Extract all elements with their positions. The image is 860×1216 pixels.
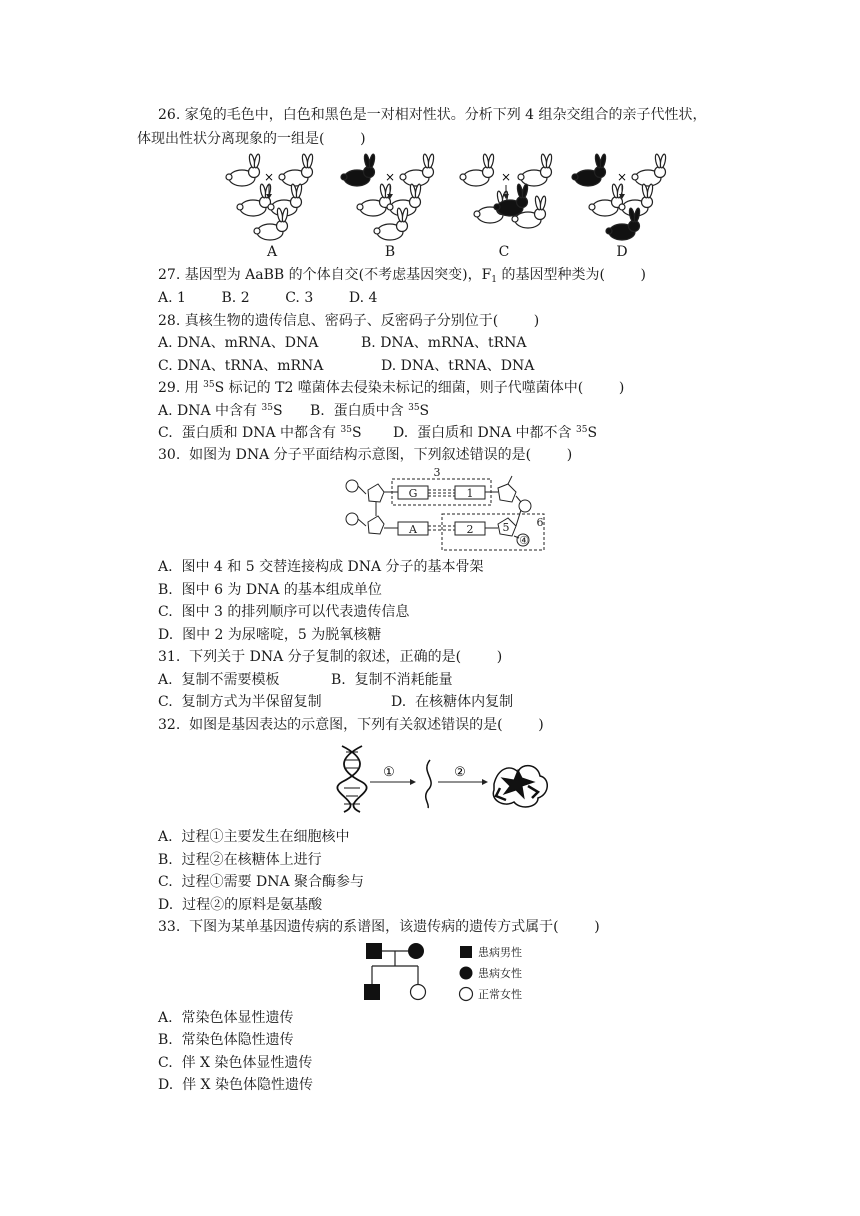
q31-stem: 31. 下列关于 DNA 分子复制的叙述，正确的是( ) bbox=[158, 649, 503, 665]
pedigree-figure bbox=[360, 938, 560, 1006]
rabbit-white-icon bbox=[518, 154, 553, 186]
step-2-label: ② bbox=[454, 765, 466, 780]
q29-stem: 29. 用 $^{35}$S 标记的 T2 噬菌体去侵染未标记的细菌，则子代噬菌体中( ) bbox=[158, 380, 625, 396]
q26-stem-line2: 体现出性状分离现象的一组是( ) bbox=[137, 131, 366, 147]
q28-option-b: B. DNA、mRNA、tRNA bbox=[361, 335, 527, 351]
label-6: 6 bbox=[536, 516, 544, 529]
q33-option-c: C. 伴 X 染色体显性遗传 bbox=[158, 1055, 313, 1071]
affected-male-icon bbox=[366, 943, 382, 959]
q29-option-c: C. 蛋白质和 DNA 中都含有 $^{35}$S bbox=[158, 425, 362, 441]
dna-structure-figure bbox=[340, 464, 550, 554]
q33-stem: 33. 下图为某单基因遗传病的系谱图，该遗传病的遗传方式属于( ) bbox=[158, 919, 600, 935]
rabbit-cross-figure bbox=[220, 150, 670, 245]
step-1-label: ① bbox=[383, 765, 395, 780]
legend-normal-female-icon bbox=[460, 988, 473, 1001]
q29-option-d: D. 蛋白质和 DNA 中都不含 $^{35}$S bbox=[393, 425, 598, 441]
q27-stem: 27. 基因型为 AaBB 的个体自交(不考虑基因突变)，$F_1$ 的基因型种类为( ) bbox=[158, 267, 647, 285]
rabbit-white-icon bbox=[226, 154, 261, 186]
protein-icon bbox=[493, 766, 547, 807]
label-2: 2 bbox=[466, 523, 474, 536]
rabbit-white-icon bbox=[589, 184, 624, 216]
q30-stem: 30. 如图为 DNA 分子平面结构示意图，下列叙述错误的是( ) bbox=[158, 447, 573, 463]
label-1: 1 bbox=[466, 487, 474, 500]
phosphate-circle bbox=[346, 480, 358, 492]
label-4: ④ bbox=[519, 534, 529, 547]
q31-option-b: B. 复制不消耗能量 bbox=[331, 672, 453, 688]
q30-option-b: B. 图中 6 为 DNA 的基本组成单位 bbox=[158, 582, 382, 598]
cross-icon: × bbox=[616, 170, 628, 184]
q29-option-a: A. DNA 中含有 $^{35}$S bbox=[158, 403, 283, 419]
dna-helix-icon bbox=[337, 746, 366, 812]
q28-option-a: A. DNA、mRNA、DNA bbox=[158, 335, 319, 351]
label-5: 5 bbox=[502, 521, 510, 534]
affected-male-icon bbox=[364, 984, 380, 1000]
legend-affected-male-icon bbox=[460, 946, 472, 958]
q28-option-c: C. DNA、tRNA、mRNA bbox=[158, 358, 324, 374]
q33-option-d: D. 伴 X 染色体隐性遗传 bbox=[158, 1077, 313, 1093]
legend-normal-female: 正常女性 bbox=[478, 988, 522, 1001]
q30-option-d: D. 图中 2 为尿嘧啶，5 为脱氧核糖 bbox=[158, 627, 382, 643]
q33-option-a: A. 常染色体显性遗传 bbox=[158, 1010, 294, 1026]
normal-female-icon bbox=[411, 985, 426, 1000]
base-g-label: G bbox=[408, 487, 418, 500]
q27-options: A. 1 B. 2 C. 3 D. 4 bbox=[158, 290, 378, 306]
base-a-label: A bbox=[409, 523, 417, 536]
q30-option-c: C. 图中 3 的排列顺序可以代表遗传信息 bbox=[158, 604, 410, 620]
rabbit-white-icon bbox=[237, 184, 272, 216]
q28-option-d: D. DNA、tRNA、DNA bbox=[381, 358, 535, 374]
group-b bbox=[341, 154, 435, 240]
q32-option-d: D. 过程②的原料是氨基酸 bbox=[158, 897, 323, 913]
q31-option-d: D. 在核糖体内复制 bbox=[391, 694, 514, 710]
q28-stem: 28. 真核生物的遗传信息、密码子、反密码子分别位于( ) bbox=[158, 313, 540, 329]
legend-affected-female: 患病女性 bbox=[478, 967, 522, 980]
legend-affected-male: 患病男性 bbox=[478, 946, 522, 959]
group-d bbox=[572, 154, 667, 240]
q30-option-a: A. 图中 4 和 5 交替连接构成 DNA 分子的基本骨架 bbox=[158, 559, 484, 575]
option-label-d: D bbox=[616, 244, 628, 260]
phosphate-circle bbox=[346, 513, 358, 525]
rabbit-white-icon bbox=[632, 154, 667, 186]
legend-affected-female-icon bbox=[460, 967, 473, 980]
q26-stem-line1: 26. 家兔的毛色中，白色和黑色是一对相对性状。分析下列 4 组杂交组合的亲子代性状， bbox=[158, 107, 707, 123]
rabbit-white-icon bbox=[460, 154, 495, 186]
option-label-b: B bbox=[384, 244, 396, 260]
label-3: 3 bbox=[433, 466, 441, 479]
rabbit-black-icon bbox=[572, 154, 607, 186]
option-label-c: C bbox=[498, 244, 510, 260]
q31-option-c: C. 复制方式为半保留复制 bbox=[158, 694, 322, 710]
rabbit-white-icon bbox=[400, 154, 435, 186]
rabbit-white-icon bbox=[357, 184, 392, 216]
affected-female-icon bbox=[408, 943, 424, 959]
box-3 bbox=[392, 479, 491, 505]
q33-option-b: B. 常染色体隐性遗传 bbox=[158, 1032, 294, 1048]
q31-option-a: A. 复制不需要模板 bbox=[158, 672, 280, 688]
q32-option-b: B. 过程②在核糖体上进行 bbox=[158, 852, 322, 868]
cross-icon: × bbox=[500, 170, 512, 184]
sugar-pentagon bbox=[368, 484, 384, 502]
q32-option-c: C. 过程①需要 DNA 聚合酶参与 bbox=[158, 874, 365, 890]
sugar-pentagon bbox=[368, 516, 384, 534]
q29-option-b: B. 蛋白质中含 $^{35}$S bbox=[310, 403, 430, 419]
rabbit-white-icon bbox=[279, 154, 314, 186]
cross-icon: × bbox=[263, 170, 275, 184]
sugar-pentagon bbox=[498, 484, 516, 502]
gene-expression-figure bbox=[334, 742, 558, 816]
q32-option-a: A. 过程①主要发生在细胞核中 bbox=[158, 829, 350, 845]
mrna-icon bbox=[426, 760, 431, 808]
rabbit-black-icon bbox=[341, 154, 376, 186]
cross-icon: × bbox=[384, 170, 396, 184]
q32-stem: 32. 如图是基因表达的示意图，下列有关叙述错误的是( ) bbox=[158, 717, 544, 733]
option-label-a: A bbox=[266, 244, 278, 260]
